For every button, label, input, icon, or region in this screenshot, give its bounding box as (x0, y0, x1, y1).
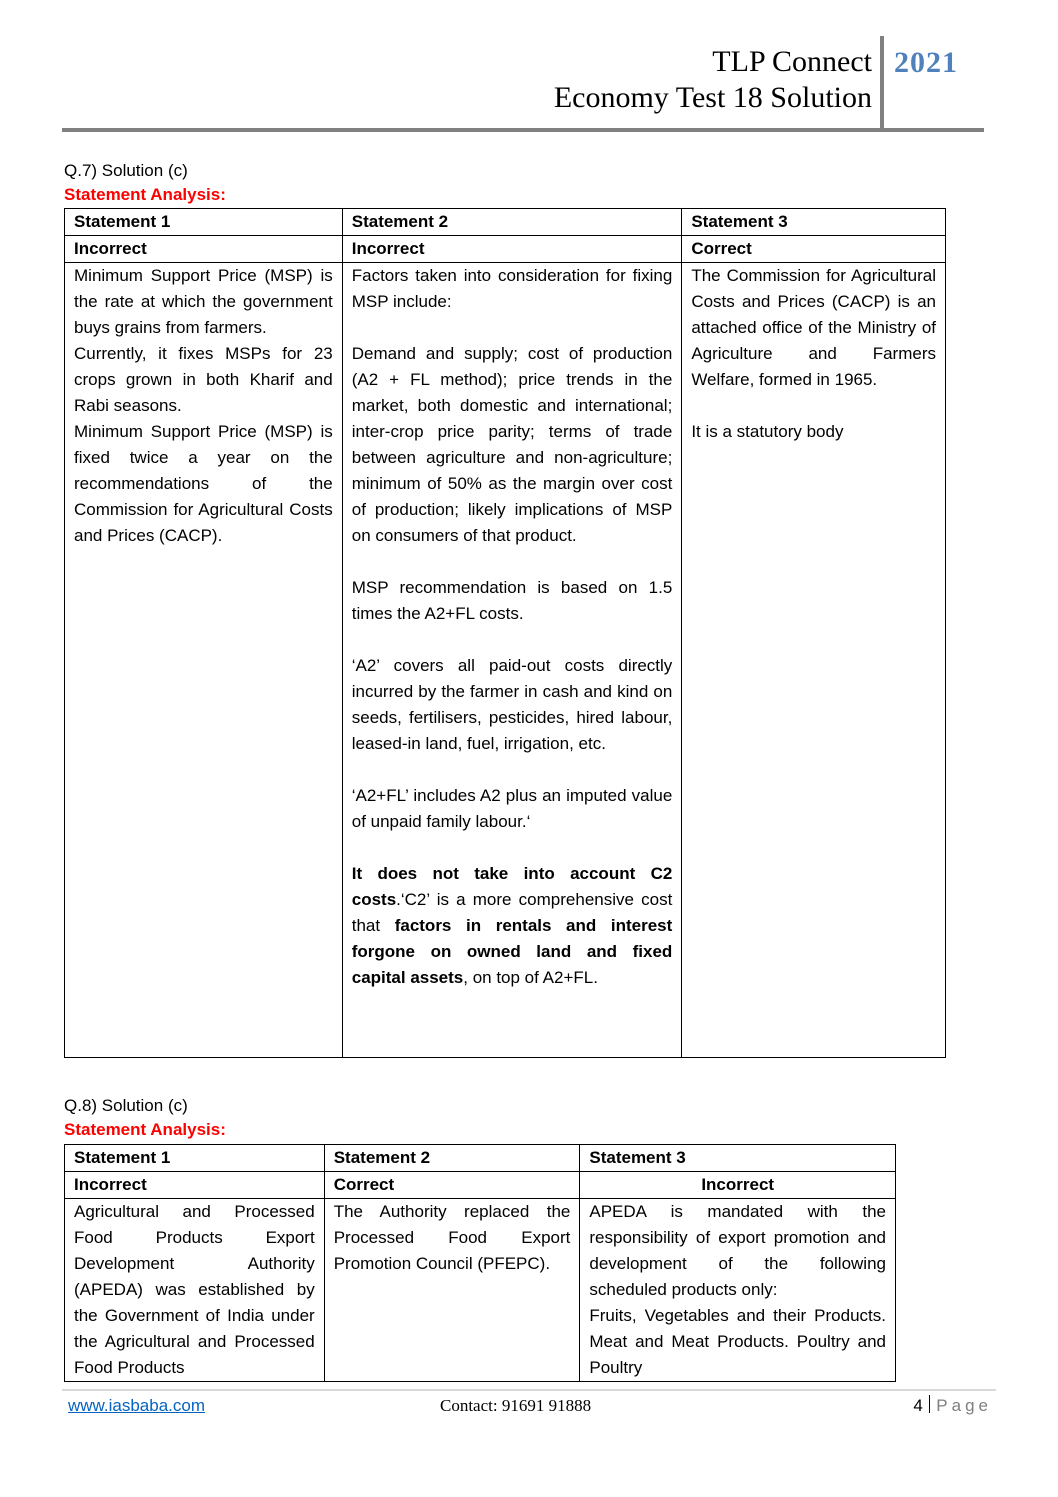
paragraph: ‘A2’ covers all paid-out costs directly incurred by the farmer in cash and kind on seeds, fertilisers, pesticides, hired labour, leased-in land, fuel, irrigation, etc. (351, 656, 673, 753)
paragraph: Minimum Support Price (MSP) is fixed twice a year on the recommendations of the Commission for Agricultural Costs and Prices (CACP). (74, 422, 333, 545)
verdict-row (65, 236, 946, 263)
page-number: 4 (913, 1396, 923, 1415)
header-rule (62, 128, 984, 132)
col-header-statement-1: Statement 1 (65, 1145, 325, 1172)
verdict-statement-3: Correct (682, 236, 946, 263)
explanation-statement-3 (580, 1199, 896, 1382)
paragraph: Fruits, Vegetables and their Products. Meat and Meat Products. Poultry and Poultry (589, 1306, 886, 1377)
page-label: Page (936, 1396, 992, 1415)
q8-statement-table (64, 1144, 896, 1382)
paragraph: Currently, it fixes MSPs for 23 crops grown in both Kharif and Rabi seasons. (74, 344, 333, 415)
explanation-statement-2 (342, 263, 682, 1058)
paragraph: It is a statutory body (691, 422, 844, 441)
verdict-statement-1: Incorrect (65, 1172, 325, 1199)
text: , on top of A2+FL. (463, 968, 598, 987)
page-header (62, 30, 984, 130)
explanation-statement-1 (65, 1199, 325, 1382)
explanation-row (65, 263, 946, 1058)
q7-analysis-label: Statement Analysis: (64, 185, 226, 204)
col-header-statement-2: Statement 2 (342, 209, 682, 236)
paragraph: Agricultural and Processed Food Products Export Development Authority (APEDA) was established by the Government of India under the Agricultural and Processed Food Products (74, 1202, 315, 1377)
title-line-2: Economy Test 18 Solution (553, 81, 872, 114)
paragraph: MSP recommendation is based on 1.5 times the A2+FL costs. (351, 578, 673, 623)
col-header-statement-3: Statement 3 (682, 209, 946, 236)
header-divider (880, 36, 884, 132)
verdict-row (65, 1172, 896, 1199)
page-indicator (913, 1394, 992, 1418)
text: .‘C2’ is a more comprehensive cost that (351, 890, 673, 935)
verdict-statement-3: Incorrect (580, 1172, 896, 1199)
paragraph: ‘A2+FL’ includes A2 plus an imputed value of unpaid family labour.‘ (351, 786, 673, 831)
document-title (554, 44, 872, 116)
q8-title: Q.8) Solution (c) (64, 1096, 188, 1115)
verdict-statement-2: Correct (324, 1172, 580, 1199)
q7-statement-table (64, 208, 946, 1058)
c2-paragraph (352, 861, 673, 991)
explanation-statement-2 (324, 1199, 580, 1382)
explanation-row (65, 1199, 896, 1382)
col-header-statement-3: Statement 3 (580, 1145, 896, 1172)
website-link[interactable]: www.iasbaba.com (68, 1396, 206, 1415)
verdict-statement-1: Incorrect (65, 236, 343, 263)
footer-rule (62, 1389, 996, 1391)
paragraph: The Commission for Agricultural Costs and Prices (CACP) is an attached office of the Ministry of Agriculture and Farmers Welfare, formed in 1965. (691, 266, 936, 389)
q8-analysis-label: Statement Analysis: (64, 1120, 226, 1139)
contact-number: Contact: 91691 91888 (440, 1396, 592, 1415)
paragraph: APEDA is mandated with the responsibility of export promotion and development of the following scheduled products only: (589, 1202, 886, 1299)
paragraph: The Authority replaced the Processed Food Export Promotion Council (PFEPC). (333, 1202, 571, 1273)
col-header-statement-2: Statement 2 (324, 1145, 580, 1172)
bold-text: factors in rentals and interest forgone on owned land and fixed capital assets (351, 916, 673, 987)
col-header-statement-1: Statement 1 (65, 209, 343, 236)
title-line-1: TLP Connect (712, 45, 872, 78)
paragraph: Minimum Support Price (MSP) is the rate at which the government buys grains from farmers. (74, 266, 333, 337)
explanation-statement-3 (682, 263, 946, 1058)
explanation-statement-1 (65, 263, 343, 1058)
bold-text: It does not take into account C2 costs (351, 864, 673, 909)
header-year: 2021 (894, 46, 958, 79)
paragraph: Demand and supply; cost of production (A2 + FL method); price trends in the market, both domestic and international; inter-crop price parity; terms of trade between agriculture and non-agriculture; minimum of 50% as the margin over cost of production; likely implications of MSP on consumers of that product. (351, 344, 673, 545)
table-header-row (65, 1145, 896, 1172)
page-separator (929, 1395, 931, 1413)
table-header-row (65, 209, 946, 236)
verdict-statement-2: Incorrect (342, 236, 682, 263)
paragraph: Factors taken into consideration for fixing MSP include: (351, 266, 673, 311)
q7-title: Q.7) Solution (c) (64, 161, 188, 180)
